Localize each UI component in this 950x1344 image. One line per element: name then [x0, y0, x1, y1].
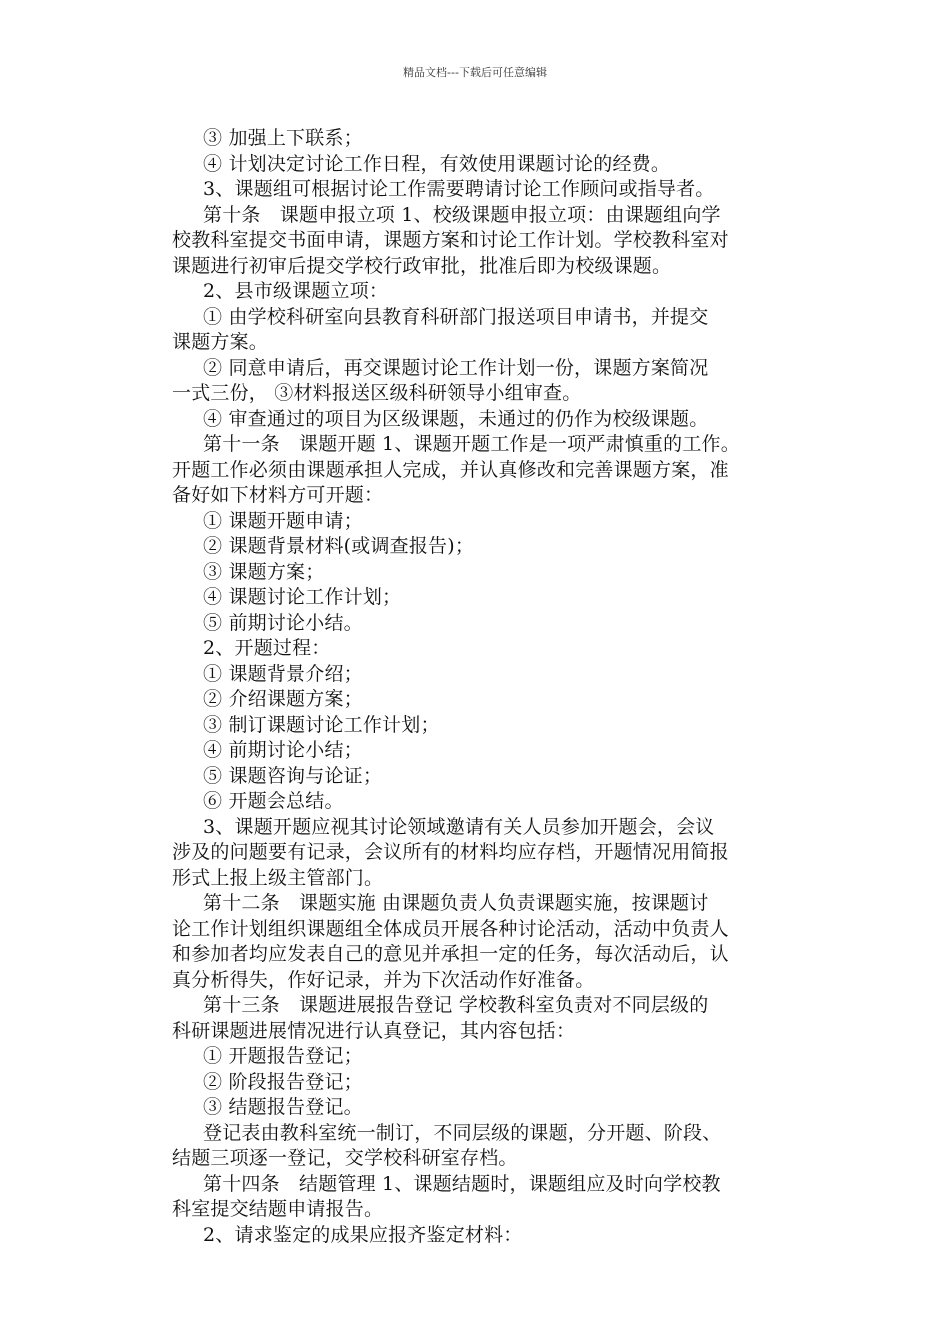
text-line: ② 介绍课题方案；	[203, 688, 363, 710]
text-line: 课题方案。	[172, 331, 269, 353]
text-line: ① 由学校科研室向县教育科研部门报送项目申请书，并提交	[203, 305, 709, 328]
text-line: ⑤ 前期讨论小结。	[203, 611, 363, 634]
text-line: 第十一条 课题开题 1、课题开题工作是一项严肃慎重的工作。	[203, 433, 740, 455]
text-line: ④ 课题讨论工作计划；	[203, 586, 402, 608]
text-line: 科室提交结题申请报告。	[172, 1198, 384, 1220]
text-line: 和参加者均应发表自己的意见并承担一定的任务，每次活动后，认	[172, 943, 729, 965]
text-line: 登记表由教科室统一制订，不同层级的课题，分开题、阶段、	[203, 1121, 722, 1144]
text-line: 第十二条 课题实施 由课题负责人负责课题实施，按课题讨	[203, 892, 709, 914]
text-line: 校教科室提交书面申请，课题方案和讨论工作计划。学校教科室对	[172, 229, 729, 251]
text-line: ③ 制订课题讨论工作计划；	[203, 713, 440, 736]
text-line: ③ 结题报告登记。	[203, 1096, 363, 1118]
text-line: 结题三项逐一登记，交学校科研室存档。	[172, 1147, 518, 1169]
text-line: 一式三份， ③材料报送区级科研领导小组审查。	[172, 382, 582, 404]
text-line: ④ 计划决定讨论工作日程，有效使用课题讨论的经费。	[203, 152, 671, 175]
document-body	[172, 126, 812, 1248]
text-line: 3、课题组可根据讨论工作需要聘请讨论工作顾问或指导者。	[203, 178, 715, 200]
text-line: ② 课题背景材料(或调查报告)；	[203, 535, 475, 557]
text-line: 开题工作必须由课题承担人完成，并认真修改和完善课题方案，准	[172, 458, 729, 481]
text-line: 形式上报上级主管部门。	[172, 866, 384, 889]
text-line: 涉及的问题要有记录，会议所有的材料均应存档，开题情况用简报	[172, 841, 729, 863]
text-line: 真分析得失，作好记录，并为下次活动作好准备。	[172, 968, 595, 991]
text-line: 2、开题过程：	[203, 637, 331, 659]
text-line: ① 开题报告登记；	[203, 1045, 363, 1067]
text-line: ③ 课题方案；	[203, 560, 325, 583]
page-header: 精品文档---下载后可任意编辑	[403, 66, 547, 79]
text-line: ② 阶段报告登记；	[203, 1070, 363, 1093]
text-line: 第十三条 课题进展报告登记 学校教科室负责对不同层级的	[203, 994, 709, 1016]
text-line: 3、课题开题应视其讨论领域邀请有关人员参加开题会，会议	[203, 815, 715, 838]
text-line: ④ 前期讨论小结；	[203, 739, 363, 761]
text-line: ① 课题开题申请；	[203, 509, 363, 532]
text-line: 2、请求鉴定的成果应报齐鉴定材料：	[203, 1223, 523, 1246]
text-line: ① 课题背景介绍；	[203, 662, 363, 685]
text-line: ③ 加强上下联系；	[203, 127, 363, 149]
text-line: ⑥ 开题会总结。	[203, 790, 344, 812]
text-line: 第十四条 结题管理 1、课题结题时，课题组应及时向学校教	[203, 1172, 721, 1195]
text-line: ⑤ 课题咨询与论证；	[203, 764, 383, 787]
text-line: 论工作计划组织课题组全体成员开展各种讨论活动，活动中负责人	[172, 917, 729, 940]
text-line: 备好如下材料方可开题：	[172, 484, 384, 506]
text-line: 第十条 课题申报立项 1、校级课题申报立项：由课题组向学	[203, 203, 721, 226]
text-line: 2、县市级课题立项：	[203, 280, 389, 302]
text-line: ④ 审查通过的项目为区级课题，未通过的仍作为校级课题。	[203, 407, 709, 430]
text-line: ② 同意申请后，再交课题讨论工作计划一份，课题方案简况	[203, 356, 709, 379]
text-line: 科研课题进展情况进行认真登记，其内容包括：	[172, 1019, 576, 1042]
text-line: 课题进行初审后提交学校行政审批，批准后即为校级课题。	[172, 254, 672, 277]
